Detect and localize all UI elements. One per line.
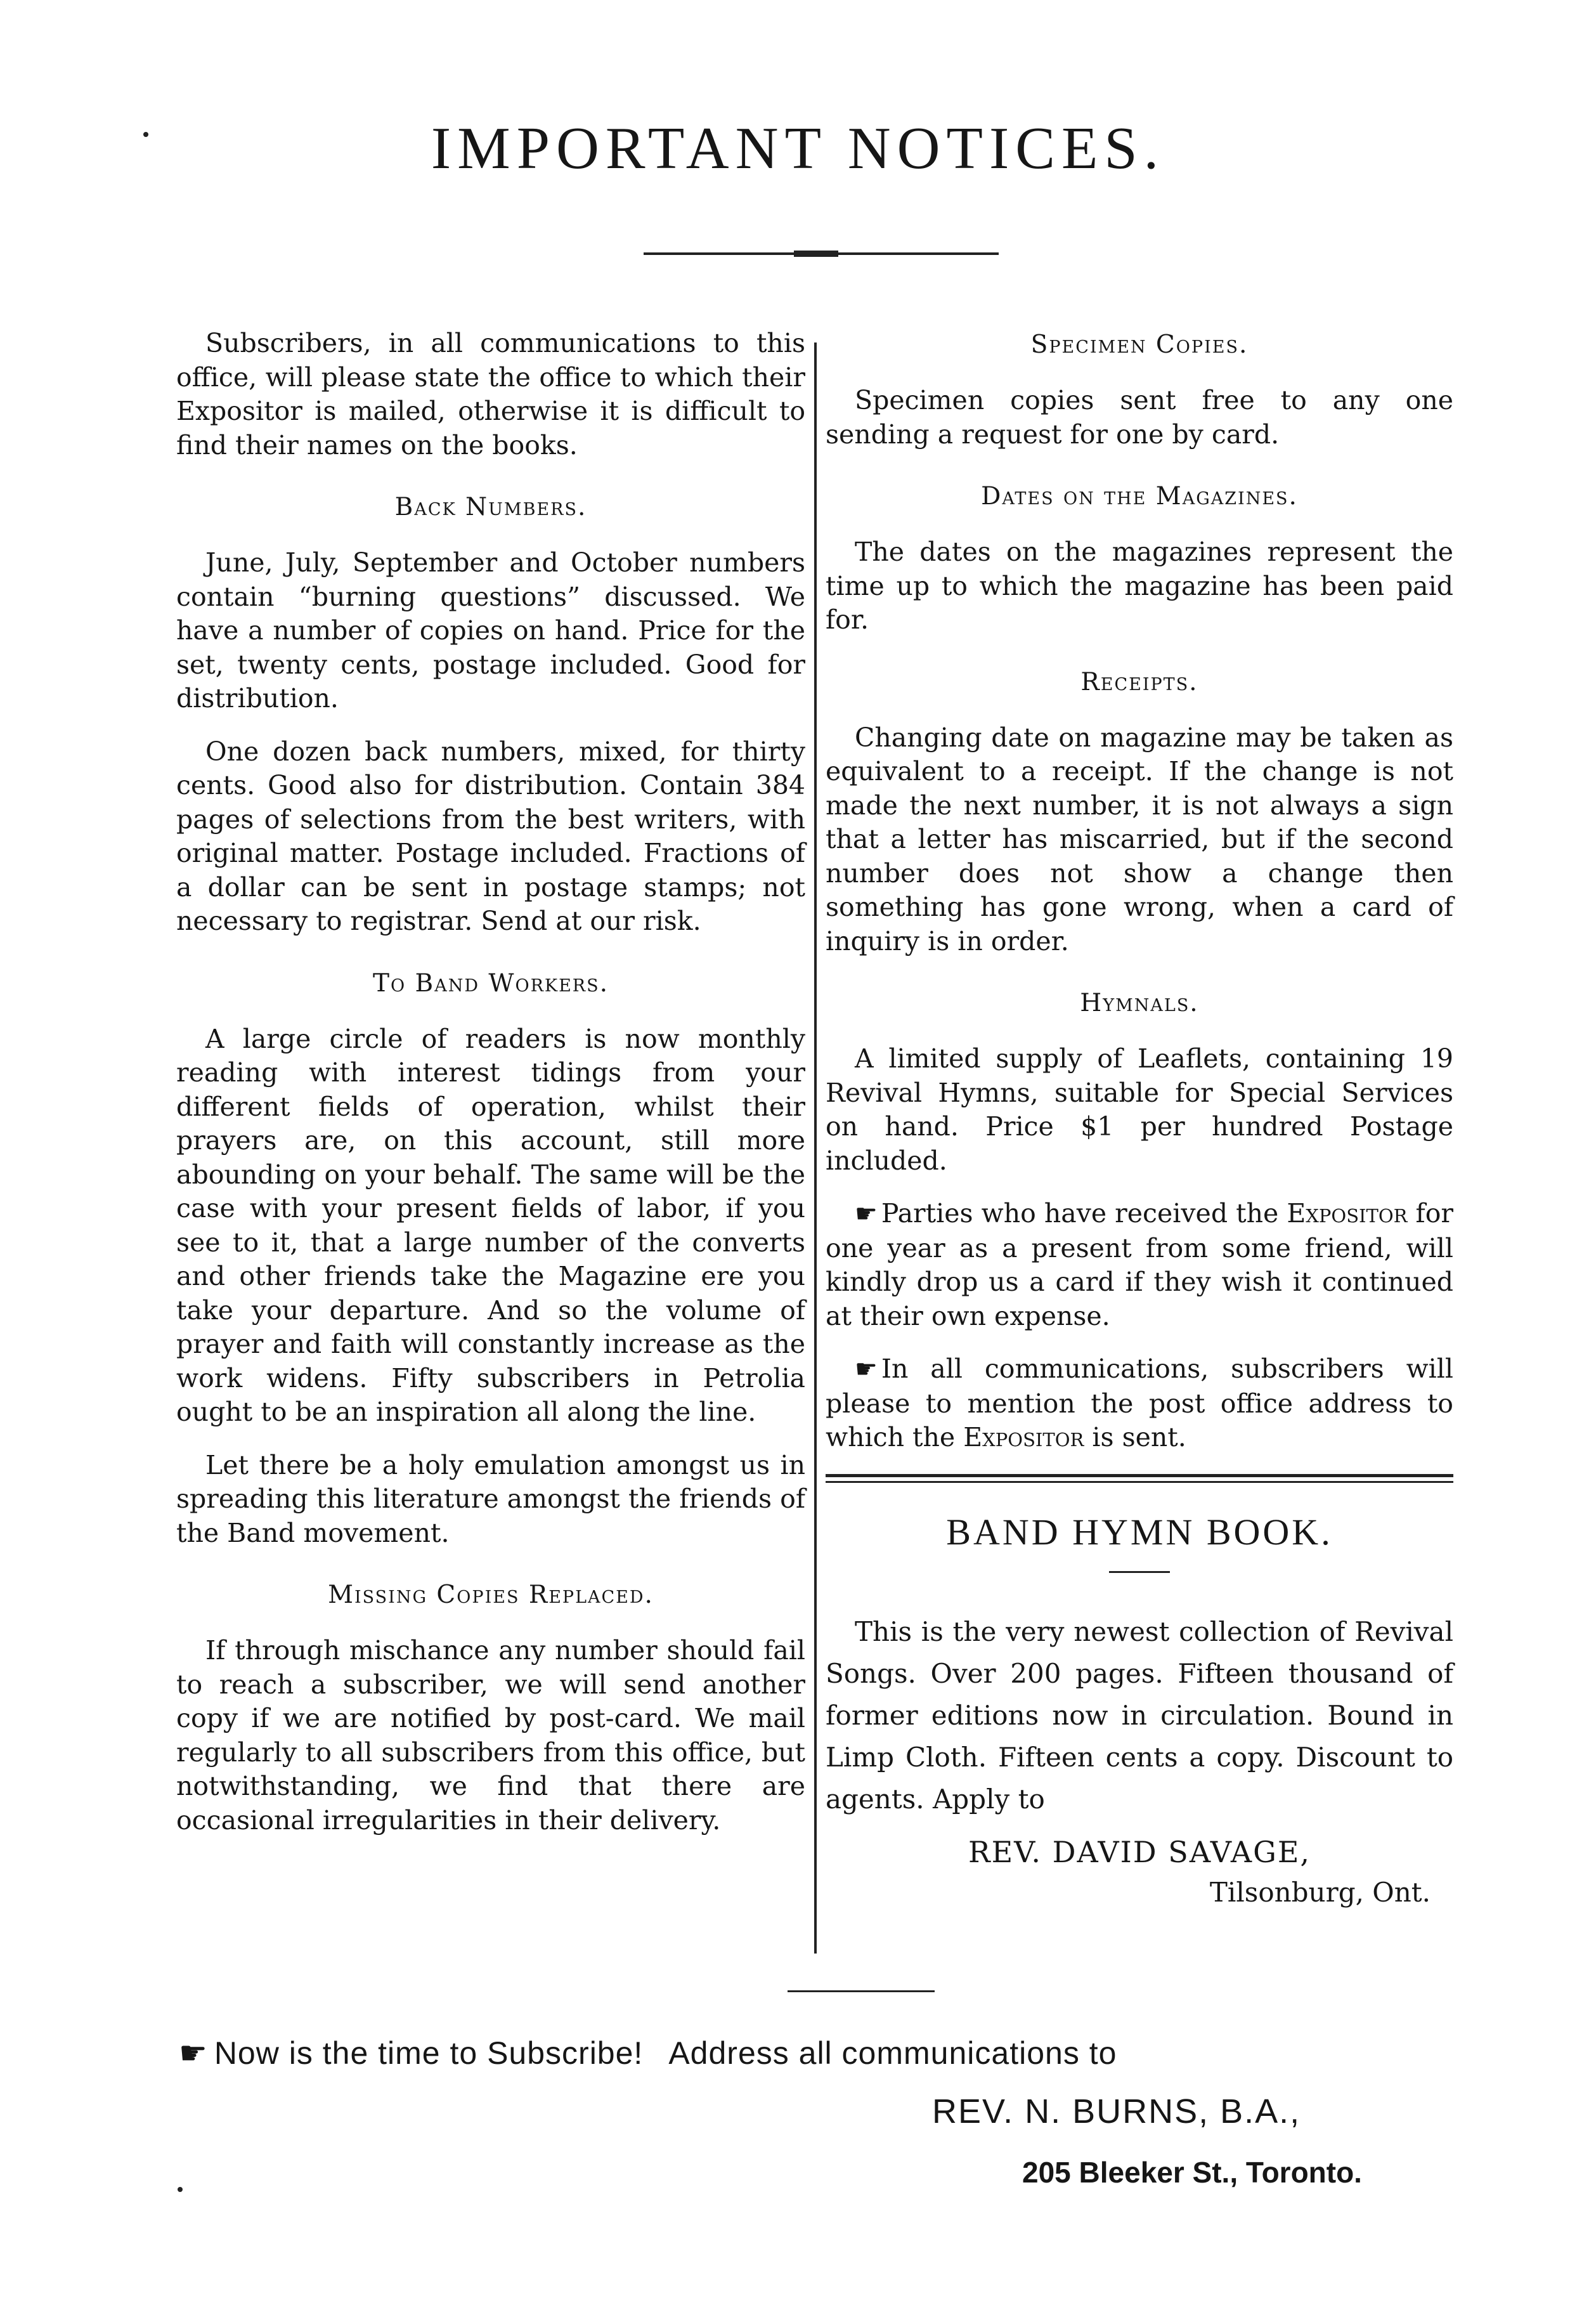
page-title: IMPORTANT NOTICES.: [431, 115, 1165, 181]
book-title-rule: [1109, 1571, 1170, 1573]
section-double-rule: [826, 1474, 1453, 1483]
band-workers-paragraph-1: A large circle of readers is now monthly reading with interest tidings from your different fields of operation, whilst their prayers are, on this account, still more abounding on your behalf. The same will be the case with your present fields of labor, if you see to it, that a large number of the converts and other friends take the Magazine ere you take your departure. And so the volume of prayer and faith will constantly increase as the work widens. Fifty subscribers in Petrolia ought to be an inspiration all along the line.: [176, 1023, 805, 1427]
contact-name: REV. DAVID SAVAGE,: [968, 1834, 1311, 1869]
pointing-hand-icon: ☛: [855, 1355, 878, 1384]
footer-contact-name: REV. N. BURNS, B.A.,: [932, 2092, 1301, 2130]
footer-line: [179, 2035, 1485, 2071]
band-workers-paragraph-2: Let there be a holy emulation amongst us in spreading this literature amongst the friends of the Band movement.: [176, 1449, 805, 1548]
hymnals-paragraph: A limited supply of Leaflets, containing 19 Revival Hymns, suitable for Special Services on hand. Price $1 per hundred Postage included.: [826, 1043, 1453, 1176]
address-prompt: Address all communications to: [668, 2035, 1117, 2071]
missing-copies-paragraph: If through mischance any number should fail to reach a subscriber, we will send another copy if we are notified by post-card. We mail regularly to all subscribers from this office, but notwithstanding, we find that there are occasional irregularities in their delivery.: [176, 1635, 805, 1836]
left-column: [176, 327, 805, 1856]
back-numbers-heading: Back Numbers.: [394, 493, 587, 521]
dates-heading: Dates on the Magazines.: [981, 482, 1298, 511]
subscribers-notice: Subscribers, in all communications to this office, will please state the office to which their Expositor is mailed, otherwise it is difficult to find their names on the books.: [176, 328, 805, 460]
dates-paragraph: The dates on the magazines represent the time up to which the magazine has been paid for.: [826, 537, 1453, 635]
back-numbers-paragraph-1: June, July, September and October numbers contain “burning questions” discussed. We have a number of copies on hand. Price for the set, twenty cents, postage included. Good for distribution.: [176, 547, 805, 714]
band-workers-heading: To Band Workers.: [372, 969, 609, 998]
right-column: [826, 327, 1453, 1913]
receipts-paragraph: Changing date on magazine may be taken as equivalent to a receipt. If the change is not made the next number, it is not always a sign that a letter has miscarried, but if the second number does not show a change then something has gone wrong, when a card of inquiry is in order.: [826, 722, 1453, 956]
title-divider-ornament: [794, 251, 838, 257]
specimen-copies-paragraph: Specimen copies sent free to any one sending a request for one by card.: [826, 385, 1453, 450]
contact-address: Tilsonburg, Ont.: [1209, 1876, 1431, 1908]
band-hymn-book-paragraph: This is the very newest collection of Revival Songs. Over 200 pages. Fifteen thousand of former editions now in circulation. Bound in Limp Cloth. Fifteen cents a copy. Discount to agents. Apply to: [826, 1615, 1453, 1815]
print-speck: [178, 2187, 183, 2192]
column-divider: [814, 343, 817, 1954]
gift-subscription-note: ☛ Parties who have received the Expositor for one year as a present from some friend, will kindly drop us a card if they wish it continued at their own expense.: [826, 1198, 1453, 1331]
footer-rule: [788, 1990, 935, 1992]
missing-copies-heading: Missing Copies Replaced.: [328, 1581, 654, 1609]
hymnals-heading: Hymnals.: [1080, 989, 1199, 1017]
pointing-hand-icon: ☛: [855, 1199, 878, 1229]
print-speck: [143, 132, 148, 137]
back-numbers-paragraph-2: One dozen back numbers, mixed, for thirty cents. Good also for distribution. Contain 384 pages of selections from the best writers, with original matter. Postage included. Fractions of a dollar can be sent in postage stamps; not necessary to registrar. Send at our risk.: [176, 736, 805, 936]
subscribe-text: Now is the time to Subscribe!: [214, 2035, 644, 2071]
band-hymn-book-title: BAND HYMN BOOK.: [946, 1511, 1333, 1553]
specimen-copies-heading: Specimen Copies.: [1030, 330, 1249, 359]
pointing-hand-icon: ☛: [179, 2035, 208, 2071]
receipts-heading: Receipts.: [1080, 667, 1198, 696]
footer-contact-address: 205 Bleeker St., Toronto.: [1022, 2156, 1362, 2189]
address-note: ☛ In all communications, subscribers will please to mention the post office address to which the Expositor is sent.: [826, 1354, 1453, 1452]
